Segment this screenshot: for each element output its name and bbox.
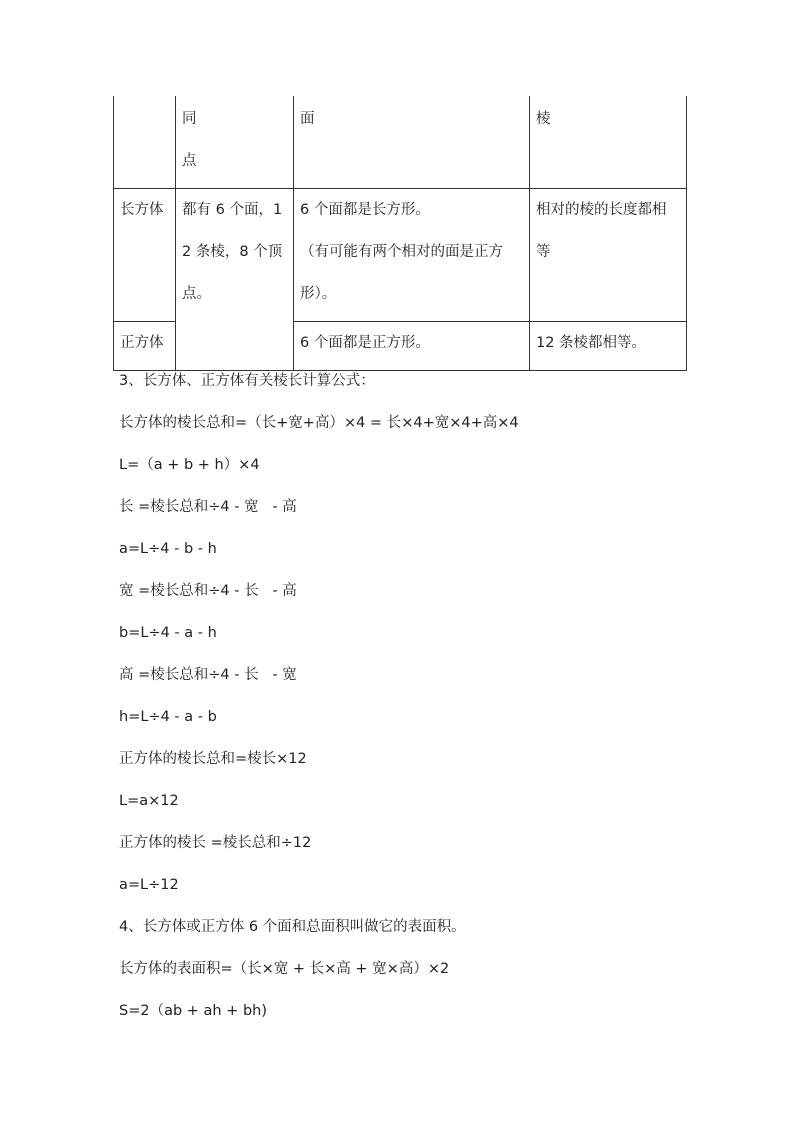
- formula-line: 正方体的棱长总和=棱长×12: [119, 751, 307, 767]
- header-face-cell: 面: [294, 96, 530, 189]
- formula-line: 长方体的棱长总和=（长+宽+高）×4 = 长×4+宽×4+高×4: [119, 415, 519, 431]
- comparison-table: [113, 96, 687, 371]
- formula-line: L=（a + b + h）×4: [119, 457, 260, 473]
- formula-line: L=a×12: [119, 793, 179, 809]
- formula-text-block: [119, 360, 759, 1032]
- header-blank-cell: [114, 96, 176, 189]
- formula-line: b=L÷4 - a - h: [119, 625, 217, 641]
- cuboid-name-cell: 长方体: [114, 189, 176, 322]
- table-row-cuboid: [114, 189, 687, 322]
- formula-line: 正方体的棱长 =棱长总和÷12: [119, 835, 312, 851]
- formula-line: a=L÷12: [119, 877, 179, 893]
- cuboid-face-line1: 6 个面都是长方形。: [300, 202, 430, 218]
- header-common-cell: [176, 96, 294, 189]
- cuboid-face-line2: （有可能有两个相对的面是正方形）。: [300, 244, 503, 302]
- cube-edge-cell: 12 条棱都相等。: [530, 322, 687, 371]
- section-heading-3: 3、长方体、正方体有关棱长计算公式：: [119, 373, 375, 389]
- header-common-line1: 同: [182, 111, 197, 127]
- cube-face-cell: 6 个面都是正方形。: [294, 322, 530, 371]
- formula-line: 宽 =棱长总和÷4 - 长 - 高: [119, 583, 297, 599]
- common-features-cell: 都有 6 个面，12 条棱，8 个顶点。: [176, 189, 294, 371]
- cube-name-cell: 正方体: [114, 322, 176, 371]
- cuboid-face-cell: [294, 189, 530, 322]
- formula-line: 长方体的表面积=（长×宽 + 长×高 + 宽×高）×2: [119, 961, 450, 977]
- formula-line: h=L÷4 - a - b: [119, 709, 217, 725]
- table-header-row: [114, 96, 687, 189]
- formula-line: S=2（ab + ah + bh): [119, 1003, 268, 1019]
- header-common-line2: 点: [182, 153, 197, 169]
- formula-line: 长 =棱长总和÷4 - 宽 - 高: [119, 499, 297, 515]
- header-edge-cell: 棱: [530, 96, 687, 189]
- section-heading-4: 4、长方体或正方体 6 个面和总面积叫做它的表面积。: [119, 919, 466, 935]
- cuboid-edge-cell: 相对的棱的长度都相等: [530, 189, 687, 322]
- formula-line: a=L÷4 - b - h: [119, 541, 217, 557]
- formula-line: 高 =棱长总和÷4 - 长 - 宽: [119, 667, 297, 683]
